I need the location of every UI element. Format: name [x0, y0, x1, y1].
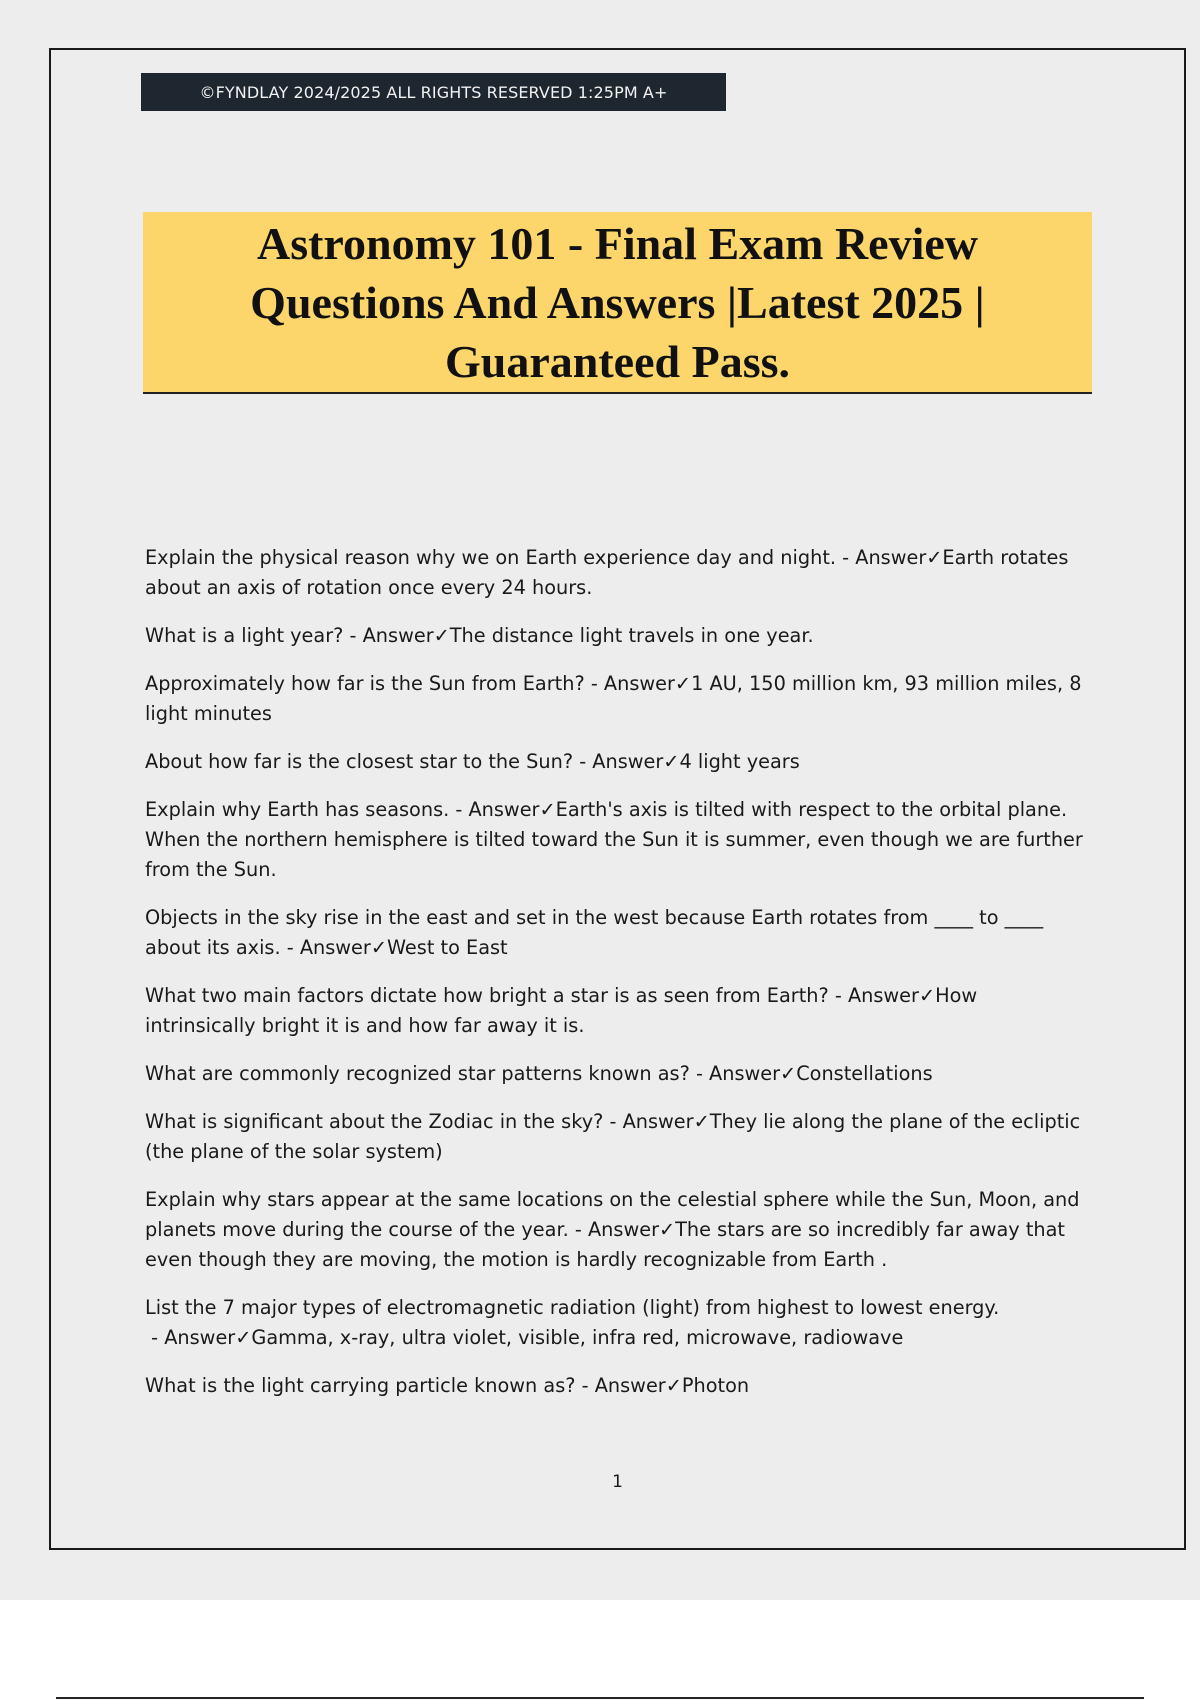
answer-label: Answer	[362, 624, 434, 647]
check-mark-icon: ✓	[539, 798, 556, 821]
answer-label: Answer	[587, 1218, 659, 1241]
qa-item	[145, 1059, 1090, 1089]
title-banner	[143, 212, 1092, 394]
separator: -	[575, 1374, 595, 1397]
answer-text: Earth's axis is tilted with respect to the orbital plane. When the northern hemisphere is tilted toward the Sun it is summer, even though we are further from the Sun.	[145, 798, 1083, 881]
qa-list	[145, 543, 1090, 1419]
separator: -	[836, 546, 856, 569]
qa-item	[145, 669, 1090, 729]
separator: -	[343, 624, 363, 647]
check-mark-icon: ✓	[659, 1218, 676, 1241]
separator: -	[145, 1326, 165, 1349]
question-text: What is significant about the Zodiac in the sky?	[145, 1110, 604, 1133]
question-text: What are commonly recognized star patterns known as?	[145, 1062, 690, 1085]
check-mark-icon: ✓	[370, 936, 387, 959]
check-mark-icon: ✓	[780, 1062, 797, 1085]
document-title: Astronomy 101 - Final Exam Review Questions And Answers |Latest 2025 | Guaranteed Pass.	[250, 217, 985, 387]
check-mark-icon: ✓	[235, 1326, 252, 1349]
question-text: Explain why Earth has seasons.	[145, 798, 450, 821]
answer-text: Constellations	[796, 1062, 933, 1085]
answer-text: Photon	[681, 1374, 750, 1397]
answer-text: Gamma, x-ray, ultra violet, visible, infra red, microwave, radiowave	[251, 1326, 904, 1349]
answer-text: West to East	[387, 936, 508, 959]
check-mark-icon: ✓	[433, 624, 450, 647]
question-text: Explain the physical reason why we on Earth experience day and night.	[145, 546, 837, 569]
separator: -	[828, 984, 848, 1007]
answer-label: Answer	[592, 750, 664, 773]
answer-label: Answer	[468, 798, 540, 821]
answer-label: Answer	[299, 936, 371, 959]
answer-text: They lie along the plane of the ecliptic (the plane of the solar system)	[145, 1110, 1081, 1163]
qa-item	[145, 1371, 1090, 1401]
copyright-banner	[141, 73, 726, 111]
copyright-text: ©FYNDLAY 2024/2025 ALL RIGHTS RESERVED 1:25PM A+	[199, 82, 668, 102]
qa-item	[145, 1107, 1090, 1167]
answer-text: The distance light travels in one year.	[449, 624, 814, 647]
qa-item	[145, 981, 1090, 1041]
question-text: Objects in the sky rise in the east and set in the west because Earth rotates from ____ to ____ about its axis.	[145, 906, 1044, 959]
separator: -	[449, 798, 469, 821]
separator: -	[603, 1110, 623, 1133]
separator: -	[280, 936, 300, 959]
answer-label: Answer	[594, 1374, 666, 1397]
answer-text: How intrinsically bright it is and how far away it is.	[145, 984, 978, 1037]
question-text: List the 7 major types of electromagnetic radiation (light) from highest to lowest energy.	[145, 1296, 1000, 1319]
answer-label: Answer	[164, 1326, 236, 1349]
qa-item	[145, 1185, 1090, 1275]
question-text: What two main factors dictate how bright a star is as seen from Earth?	[145, 984, 829, 1007]
check-mark-icon: ✓	[663, 750, 680, 773]
question-text: Explain why stars appear at the same locations on the celestial sphere while the Sun, Moon, and planets move during the course of the year.	[145, 1188, 1080, 1241]
question-text: What is the light carrying particle known as?	[145, 1374, 576, 1397]
check-mark-icon: ✓	[665, 1374, 682, 1397]
check-mark-icon: ✓	[926, 546, 943, 569]
answer-label: Answer	[603, 672, 675, 695]
answer-label: Answer	[847, 984, 919, 1007]
answer-text: The stars are so incredibly far away that even though they are moving, the motion is hardly recognizable from Earth .	[145, 1218, 1065, 1271]
answer-label: Answer	[855, 546, 927, 569]
separator: -	[689, 1062, 710, 1085]
page-number: 1	[612, 1472, 623, 1492]
qa-item	[145, 621, 1090, 651]
answer-label: Answer	[709, 1062, 781, 1085]
qa-item	[145, 795, 1090, 885]
separator: -	[568, 1218, 588, 1241]
qa-item	[145, 1293, 1090, 1353]
question-text: What is a light year?	[145, 624, 344, 647]
qa-item	[145, 903, 1090, 963]
separator: -	[584, 672, 604, 695]
answer-label: Answer	[622, 1110, 694, 1133]
answer-text: 4 light years	[679, 750, 800, 773]
check-mark-icon: ✓	[674, 672, 692, 695]
answer-text: Earth rotates about an axis of rotation once every 24 hours.	[145, 546, 1069, 599]
qa-item	[145, 747, 1090, 777]
question-text: Approximately how far is the Sun from Earth?	[145, 672, 585, 695]
answer-text: 1 AU, 150 million km, 93 million miles, 8 light minutes	[145, 672, 1082, 725]
separator: -	[573, 750, 593, 773]
question-text: About how far is the closest star to the Sun?	[145, 750, 574, 773]
bottom-divider	[56, 1697, 1144, 1699]
check-mark-icon: ✓	[918, 984, 936, 1007]
qa-item	[145, 543, 1090, 603]
check-mark-icon: ✓	[693, 1110, 710, 1133]
